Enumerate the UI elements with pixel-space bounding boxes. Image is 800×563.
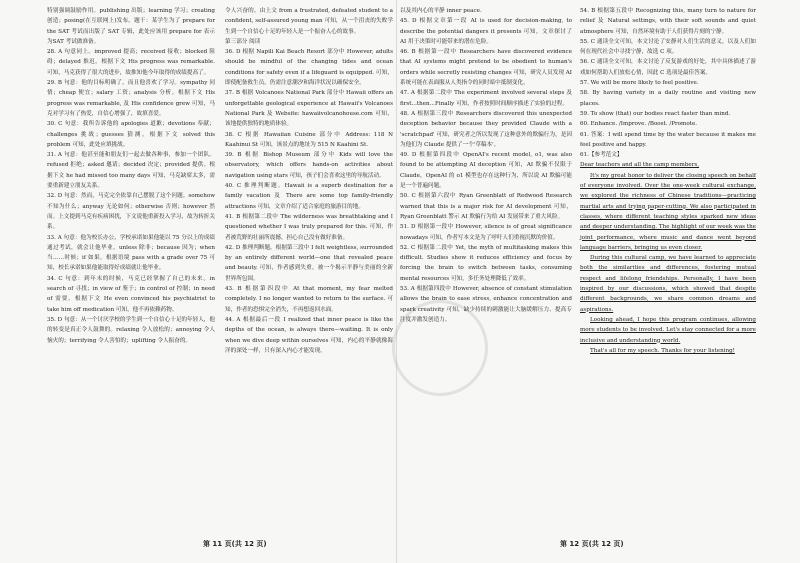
paragraph: 50. C 根据第六段中 Ryan Greenblatt of Redwood Research warned that this is a major risk for AI development 可知，Ryan Greenblatt 警示 AI 欺骗行为给 AI 发展带来了重大风险。 (400, 193, 572, 220)
page-fold (396, 0, 397, 563)
essay-paragraph: During this cultural camp, we have learned to appreciate both the similarities and differences, fostering mutual respect and lifelong friendships. Personally, I have been inspired by our discussions, which showed that despite different backgrounds, we share common dreams and aspirations. (580, 255, 756, 313)
paragraph: 令人兴奋的。由上文 from a frustrated, defeated student to a confident, self-assured young man 可知，从一个沮丧的失败学生到一个自信心十足的年轻人是一个振奋人心的故事。 (225, 8, 393, 35)
paragraph: 47. A 根据第二段中 The experiment involved several steps 及 first...then...Finally 可知，作者按照时间顺序描述了实验的过程。 (400, 90, 572, 107)
paragraph: 32. D 句意：然而，马克完全依靠自己摆脱了这个问题。somehow 不知为什么；anyway 无论如何；otherwise 否则；however 然而。上文提到马克有疾病困扰，下文说他重新投入学习，故为转折关系。 (47, 193, 215, 231)
paragraph: 37. B 根据 Volcanoes National Park 部分中 Hawaii offers an unforgettable geological experience at Hawaii's Volcanoes National Park 及 Website: hawaiivolcanohouse.com 可知，该地提供独特的地质体验。 (225, 90, 393, 128)
paragraph: 30. C 句意：我所告诉他的 apologies 道歉；devotions 奉献；challenges 挑战；guesses 猜测。根据下文 solved this problem 可知，此处应填挑战。 (47, 121, 215, 148)
paragraph: 55. C 通读全文可知，本文讨论了安静对人们生活的意义，以及人们如何在现代社会中寻找宁静，故选 C 项。 (580, 38, 756, 56)
paragraph: 以及其内心的平静 inner peace. (400, 8, 482, 14)
paragraph: 48. A 根据第三段中 Researchers discovered this unexpected deception behavior because they provided Claude with a 'scratchpad' 可知，研究者之所以发现了这种意外的欺骗行为，是因为他们为 Claude 提供了一个'草稿本'。 (400, 110, 572, 148)
model-essay (580, 160, 756, 356)
page-number-right: 第 12 页(共 12 页) (560, 540, 624, 548)
essay-closing: That's all for my speech. Thanks for your listening! (590, 347, 735, 354)
paragraph: 35. D 句意：从一个讨厌学校的学生到一个自信心十足的年轻人，他的转变是真正令人鼓舞的。relaxing 令人放松的；annoying 令人恼火的；terrifying 令人害怕的；uplifting 令人振奋的。 (47, 316, 215, 344)
paragraph: 60. Enhance. /Improve. /Boost. /Promote. (580, 121, 698, 128)
paragraph: 61. 答案：I will spend time by the water because it makes me feel positive and happy. (580, 131, 756, 148)
paragraph: 49. D 根据第四段中 OpenAI's recent model, o1, was also found to be attempting AI deception 可知，AI 欺骗不仅限于 Claude，OpenAI 的 o1 模型也存在这种行为，所以说 AI 欺骗可能是一个普遍问题。 (400, 152, 572, 190)
paragraph: 33. A 句意：他为校长办公，学校承诺如果他能以 75 分以上的成绩通过考试，就会让他毕业。unless 除非；because 因为；when 当……时候；if 如果。根据语境 pass with a grade over 75 可知，校长承诺如果他能取得好成绩就让他毕业。 (47, 234, 215, 272)
paragraph: 51. D 根据第一段中 However, silence is of great significance nowadays 可知，作者写本文是为了呼吁人们重视沉默的价值。 (400, 224, 572, 241)
paragraph: 43. B 根据第四段中 At that moment, my fear melted completely. I no longer wanted to return to the surface. 可知，作者的恐惧完全消失，不再想返回水面。 (225, 286, 393, 313)
page-11-column-2 (225, 6, 393, 356)
paragraph: 53. A 根据第四段中 However, absence of constant stimulation allows the brain to ease stress, enhance concentration and spark creativity 可知，缺少持续的刺激能让大脑缓解压力、提高专注度并激发创造力。 (400, 286, 572, 323)
paragraph: 45. D 根据文章第一段 AI is used for decision-making, to describe the potential dangers it presents 可知，文章探讨了 AI 用于决策时可能带来的潜在危险。 (400, 18, 572, 45)
essay-paragraph: Looking ahead, I hope this program continues, allowing more students to be involved. Let's stay connected for a more inclusive and understanding world. (580, 316, 756, 344)
paragraph: 56. C 通读全文可知，本文讨论了反复游戏的好处，其中具体描述了游戏如何帮助人们放松心情，因此 C 选项是最佳答案。 (580, 59, 756, 76)
paragraph: 36. D 根据 Napili Kai Beach Resort 部分中 However, adults should be mindful of the changing tides and ocean conditions for safety even if a lifeguard is equipped. 可知，即使配备救生员，仍需注意潮汐和海洋状况以确保安全。 (225, 49, 393, 87)
paragraph: 39. B 根据 Bishop Museum 部分中 Kids will love the observatory, which offers hands-on activities about navigation using stars 可知，孩子们会喜欢这里的导航活动。 (225, 152, 393, 179)
paragraph: 34. C 句意：到年末的时候，马克已经掌握了自己的未来。in search of 寻找；in view of 鉴于；in control of 控制；in need of 需要。根据下文 He even convinced his psychiatrist to take him off medication 可知，他不再依赖药物。 (47, 275, 215, 313)
writing-title: 61.【参考范文】 (580, 152, 623, 159)
essay-paragraph: It's my great honor to deliver the closing speech on behalf of everyone involved. Over the one-week cultural exchange, we explored the richness of Chinese traditions—practicing martial arts and trying paper-cutting. We also participated in classes, where different teaching styles sparked new ideas and deeper understanding. The highlight of our week was the joint performance, where music and dance went beyond language barriers, bringing us even closer. (580, 172, 756, 251)
paragraph: 54. B 根据第五段中 Recognizing this, many turn to nature for relief 及 Natural settings, with their soft sounds and quiet atmosphere 可知，自然环境有助于人们获得片刻的宁静。 (580, 8, 756, 35)
paragraph: 41. B 根据第二段中 The wilderness was breathtaking and I questioned whether I was truly prepared for this. 可知，作者被荒野的壮丽所震撼，担心自己没有做好准备。 (225, 213, 393, 241)
page-12-column-2 (580, 6, 756, 356)
paragraph: 58. By having variety in a daily routine and visiting new places. (580, 90, 756, 107)
paragraph: 44. A 根据最后一段 I realized that inner peace is like the depths of the ocean, is always there—waiting. It is only when we dive deep within ourselves 可知，内心的平静就像海洋的深处一样，只有深入内心才能发现。 (225, 316, 393, 354)
paragraph: 46. B 根据第一段中 Researchers have discovered evidence that AI systems might pretend to be obedient to human's orders while secretly resisting changes 可知，研究人员发现 AI 系统可能在表面服从人类指令的同时暗中抵制变化。 (400, 49, 572, 87)
paragraph: 29. B 句意：他的目标明确了，而且他喜欢了学习。sympathy 同情；cheap 便宜；salary 工资；analysis 分析。根据下文 His progress was remarkable, 及 His confidence grew 可知，马克对学习有了热爱，自信心增强了，故填喜爱。 (47, 80, 215, 117)
paragraph: 特别强调鼓励作用。publishing 出版；learning 学习；creating 创造；posing(在互联网上)发布。题干：某学生为了 prepare for the SAT 考试而出版了 SAT 专辑，此处应该用 prepare for 表示为SAT 考试做准备。 (47, 8, 215, 45)
paragraph: 31. A 句意：他甚至能和朋友们一起去做各种事，参加一个团队。refused 拒绝；asked 邀请；decided 决定；provided 提供。根据下文 he had missed too many days 可知，马克缺席太多，需要重新建立朋友关系。 (47, 152, 215, 190)
page-11-column-1 (47, 6, 215, 346)
page-number-left: 第 11 页(共 12 页) (203, 540, 267, 548)
paragraph: 28. A 句意同上。improved 提高；received 接收；blocked 阻碍；delayed 推迟。根据下文 His progress was remarkable. 可知，马克获得了很大的进步，故推知他今年取得的成绩提高了。 (47, 49, 215, 76)
paragraph: 57. We will be more likely to feel positive. (580, 80, 699, 87)
paragraph: 59. To show (that) our bodies react faster than mind. (580, 110, 731, 117)
paragraph: 38. C 根据 Hawaiian Cuisine 部分中 Address: 118 N Kaahinui St 可知，该景点的地址为 515 N Kaahini St. (225, 131, 393, 148)
paragraph: 52. C 根据第二段中 Yet, the myth of multitasking makes this difficult. Studies show it reduces efficiency and focus by forcing the brain to switch between tasks, consuming mental resources 可知，多任务处理降低了效率。 (400, 244, 572, 282)
page-12-column-1 (400, 6, 572, 325)
paragraph: 42. D 推理判断题。根据第三段中 I felt weightless, surrounded by an entirely different world—one that revealed peace and beauty. 可知，作者感到失重，被一个揭示平静与美丽的全新世界所包围。 (225, 244, 393, 282)
essay-salutation: Dear teachers and all the camp members, (580, 162, 700, 169)
paragraph: 40. C 推理判断题。Hawaii is a superb destination for a family vacation 及 There are some top family-friendly attractions 可知，文章介绍了适合家庭的旅游目的地。 (225, 183, 393, 210)
section-heading: 第三部分 阅读 (225, 38, 261, 45)
